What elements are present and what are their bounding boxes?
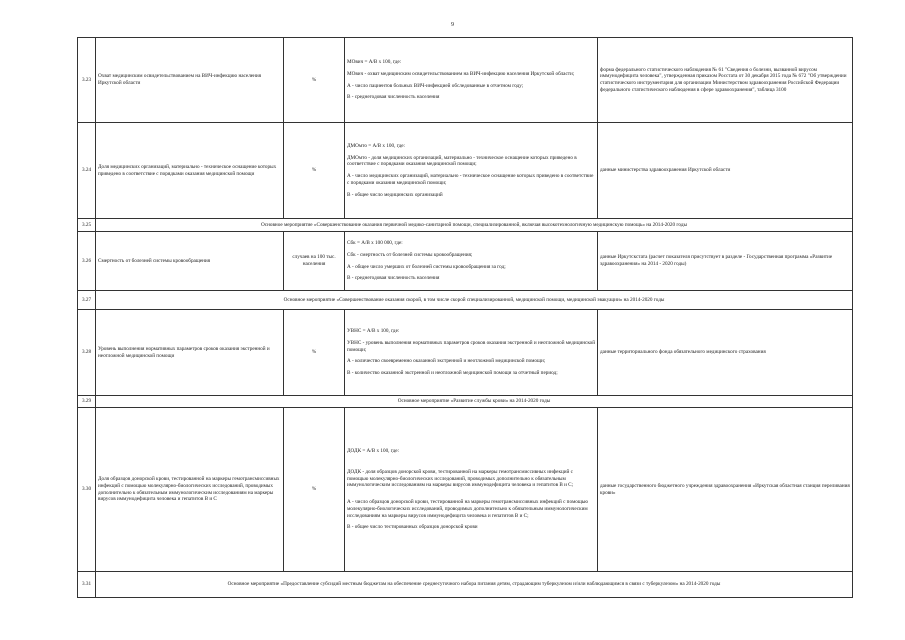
formula-definition: УВНС - уровень выполнения нормативных параметров сроков оказания экстренной и неотложной медицинской помощи; bbox=[347, 339, 595, 353]
row-number: 3.24 bbox=[78, 123, 96, 219]
data-source: форма федерального статистического наблюдения № 61 "Сведения о болезни, вызванной вирусом иммунодефицита человека", утвержденная приказом Росстата от 30 декабря 2015 года № 672 "Об утверждении статистического инструментария для организации Министерством здравоохранения Российской Федерации федерального статистического наблюдения в сфере здравоохранения", таблица 3100 bbox=[598, 38, 853, 123]
section-title: Основное мероприятие «Развитие службы крови» на 2014-2020 годы bbox=[96, 396, 853, 408]
formula-definition: В - общее число медицинских организаций bbox=[347, 191, 443, 198]
calculation-method bbox=[345, 123, 598, 219]
formula-definition: В - среднегодовая численность населения bbox=[347, 275, 440, 282]
formula-definition: А - количество своевременно оказанной экстренной и неотложной медицинской помощи; bbox=[347, 358, 546, 365]
section-title: Основное мероприятие «Совершенствование оказания скорой, в том числе скорой специализированной, медицинской помощи, медицинской эвакуации» на 2014-2020 годы bbox=[96, 291, 853, 310]
table-row bbox=[78, 310, 853, 396]
row-number: 3.27 bbox=[78, 291, 96, 310]
section-row bbox=[78, 396, 853, 408]
indicator-unit: % bbox=[284, 310, 345, 396]
formula-definition: А - число образцов донорской крови, тестированной на маркеры гемотрансмиссивных инфекций с помощью молекулярно-биологических исследований, проводимых дополнительно к обязательным иммунологическим исследованиям на маркеры вирусов иммунодефицита человека и гепатитов В и С; bbox=[347, 499, 589, 519]
table-row bbox=[78, 38, 853, 123]
indicator-unit: % bbox=[284, 123, 345, 219]
row-number: 3.25 bbox=[78, 219, 96, 232]
indicator-name: Смертность от болезней системы кровообращения bbox=[96, 232, 284, 291]
section-title: Основное мероприятие «Предоставление субсидий местным бюджетам на обеспечение среднесуточного набора питания детям, страдающим туберкулезом и/или наблюдающимся в связи с туберкулезом» на 2014-2020 годы bbox=[96, 572, 853, 598]
section-title: Основное мероприятие «Совершенствование оказания первичной медико-санитарной помощи, специализированной, включая высокотехнологичную медицинскую помощь» на 2014-2020 годы bbox=[96, 219, 853, 232]
table-row bbox=[78, 232, 853, 291]
formula-definition: МОвич - охват медицинским освидетельствованием на ВИЧ-инфекцию населения Иркутской области; bbox=[347, 70, 575, 77]
calculation-method bbox=[345, 408, 598, 572]
formula-definition: Сбк - смертность от болезней системы кровообращения; bbox=[347, 251, 473, 258]
indicator-name: Доля медицинских организаций, материально - техническое оснащение которых приведено в соответствие с порядками оказания медицинской помощи bbox=[96, 123, 284, 219]
formula-definition: А - число пациентов больных ВИЧ-инфекцией обследованные в отчетном году; bbox=[347, 82, 524, 89]
indicator-name: Уровень выполнения нормативных параметров сроков оказания экстренной и неотложной медицинской помощи bbox=[96, 310, 284, 396]
formula-definition: А - число медицинских организаций, материально - техническое оснащение которых приведено в соответствие с порядками оказания медицинской помощи; bbox=[347, 173, 594, 186]
calculation-method bbox=[345, 232, 598, 291]
formula: ДОДК = А/В х 100, где: bbox=[347, 448, 400, 454]
formula: УВНС = А/В х 100, где: bbox=[347, 328, 400, 335]
formula-definition: В - количество оказанной экстренной и неотложной медицинской помощи за отчетный период; bbox=[347, 370, 558, 377]
formula: Сбк = А/В х 100 000, где: bbox=[347, 240, 403, 246]
data-source: данные государственного бюджетного учреждения здравоохранения «Иркутская областная станция переливания крови» bbox=[598, 408, 853, 572]
section-row bbox=[78, 219, 853, 232]
formula: МОвич = А/В х 100, где: bbox=[347, 59, 402, 65]
row-number: 3.31 bbox=[78, 572, 96, 598]
page-number: 9 bbox=[451, 22, 454, 28]
table-row bbox=[78, 408, 853, 572]
section-row bbox=[78, 291, 853, 310]
indicator-unit: случаев на 100 тыс. населения bbox=[284, 232, 345, 291]
data-source: данные территориального фонда обязательного медицинского страхования bbox=[598, 310, 853, 396]
formula-definition: В - общее число тестированных образцов донорской крови bbox=[347, 524, 478, 531]
data-source: данные Иркутскстата (расчет показателя присутствует в разделе - Государственная программа «Развитие здравоохранения» на 2014 - 2020 годы) bbox=[598, 232, 853, 291]
row-number: 3.28 bbox=[78, 310, 96, 396]
formula-definition: ДОДК - доля образцов донорской крови, тестированной на маркеры гемотрансмиссивных инфекций с помощью молекулярно-биологических исследований, проводимых дополнительно к обязательным иммунологическим исследованиям на маркеры вирусов иммунодефицита человека и гепатитов В и С; bbox=[347, 468, 574, 489]
indicator-name: Охват медицинским освидетельствованием на ВИЧ-инфекцию населения Иркутской области bbox=[96, 38, 284, 123]
row-number: 3.29 bbox=[78, 396, 96, 408]
formula: ДМОмто = А/В х 100, где: bbox=[347, 142, 405, 149]
table-row bbox=[78, 123, 853, 219]
formula-definition: ДМОмто - доля медицинских организаций, материально - техническое оснащение которых приведено в соответствие с порядками оказания медицинской помощи; bbox=[347, 154, 577, 168]
calculation-method bbox=[345, 38, 598, 123]
indicators-table bbox=[77, 37, 853, 598]
indicator-name: Доля образцов донорской крови, тестированной на маркеры гемотрансмиссивных инфекций с помощью молекулярно-биологических исследований, проводимых дополнительно к обязательным иммунологическим исследованиям на маркеры вирусов иммунодефицита человека и гепатитов В и С bbox=[96, 408, 284, 572]
indicator-unit: % bbox=[284, 408, 345, 572]
row-number: 3.23 bbox=[78, 38, 96, 123]
row-number: 3.26 bbox=[78, 232, 96, 291]
formula-definition: В - среднегодовая численность населения bbox=[347, 94, 440, 101]
data-source: данные министерства здравоохранения Иркутской области bbox=[598, 123, 853, 219]
row-number: 3.30 bbox=[78, 408, 96, 572]
formula-definition: А - общее число умерших от болезней системы кровообращения за год; bbox=[347, 263, 506, 270]
section-row bbox=[78, 572, 853, 598]
indicator-unit: % bbox=[284, 38, 345, 123]
calculation-method bbox=[345, 310, 598, 396]
